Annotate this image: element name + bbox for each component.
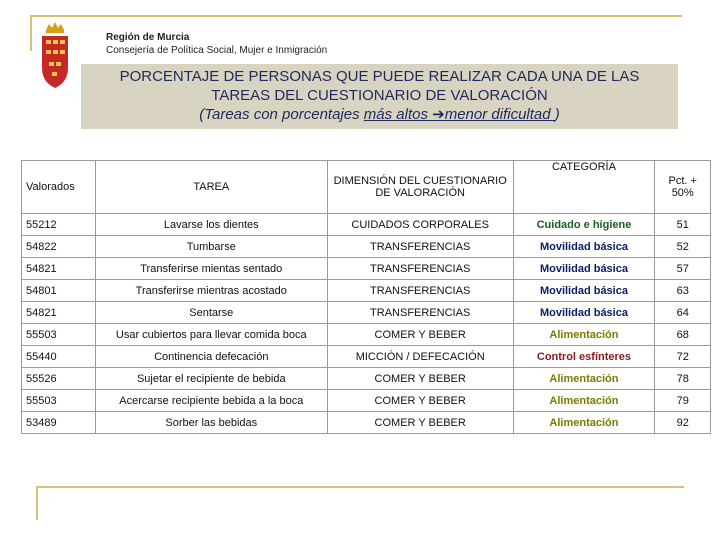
cell-categoria: Control esfínteres bbox=[513, 346, 655, 368]
cell-pct: 68 bbox=[655, 324, 711, 346]
header-valorados: Valorados bbox=[22, 161, 96, 214]
cell-valorados: 54821 bbox=[22, 302, 96, 324]
subtitle-open: (Tareas con porcentajes bbox=[199, 106, 364, 123]
table-row bbox=[22, 214, 711, 236]
banner-title-line-1: PORCENTAJE DE PERSONAS QUE PUEDE REALIZAR CADA UNA DE LAS bbox=[119, 68, 640, 85]
cell-dimension: COMER Y BEBER bbox=[327, 412, 513, 434]
subtitle-less: menor dificultad bbox=[444, 106, 555, 123]
table-row bbox=[22, 236, 711, 258]
cell-pct: 63 bbox=[655, 280, 711, 302]
cell-categoria: Movilidad básica bbox=[513, 258, 655, 280]
cell-valorados: 54822 bbox=[22, 236, 96, 258]
cell-pct: 51 bbox=[655, 214, 711, 236]
bottom-rule bbox=[36, 486, 684, 488]
cell-dimension: MICCIÓN / DEFECACIÓN bbox=[327, 346, 513, 368]
cell-categoria: Alimentación bbox=[513, 368, 655, 390]
cell-categoria: Alimentación bbox=[513, 412, 655, 434]
cell-dimension: COMER Y BEBER bbox=[327, 390, 513, 412]
cell-pct: 72 bbox=[655, 346, 711, 368]
cell-tarea: Acercarse recipiente bebida a la boca bbox=[95, 390, 327, 412]
table-row bbox=[22, 390, 711, 412]
cell-tarea: Sentarse bbox=[95, 302, 327, 324]
cell-valorados: 54821 bbox=[22, 258, 96, 280]
table-row bbox=[22, 302, 711, 324]
cell-categoria: Alimentación bbox=[513, 324, 655, 346]
table-row bbox=[22, 368, 711, 390]
table-row bbox=[22, 324, 711, 346]
department-name: Consejería de Política Social, Mujer e Inmigración bbox=[106, 45, 328, 56]
cell-valorados: 54801 bbox=[22, 280, 96, 302]
cell-valorados: 55526 bbox=[22, 368, 96, 390]
cell-dimension: CUIDADOS CORPORALES bbox=[327, 214, 513, 236]
region-name: Región de Murcia bbox=[106, 32, 190, 43]
cell-tarea: Usar cubiertos para llevar comida boca bbox=[95, 324, 327, 346]
subtitle-more: más altos bbox=[363, 106, 433, 123]
cell-categoria: Movilidad básica bbox=[513, 236, 655, 258]
cell-tarea: Lavarse los dientes bbox=[95, 214, 327, 236]
cell-dimension: TRANSFERENCIAS bbox=[327, 280, 513, 302]
cell-tarea: Tumbarse bbox=[95, 236, 327, 258]
table-row bbox=[22, 346, 711, 368]
cell-pct: 64 bbox=[655, 302, 711, 324]
bottom-rule-vertical bbox=[36, 486, 38, 520]
table-row bbox=[22, 280, 711, 302]
header-categoria: CATEGORÍA bbox=[513, 161, 655, 214]
header-dimension: DIMENSIÓN DEL CUESTIONARIO DE VALORACIÓN bbox=[327, 161, 513, 214]
table-row bbox=[22, 412, 711, 434]
cell-valorados: 55503 bbox=[22, 324, 96, 346]
top-rule bbox=[30, 15, 682, 17]
banner-subtitle bbox=[81, 105, 678, 124]
banner-title-line-2: TAREAS DEL CUESTIONARIO DE VALORACIÓN bbox=[211, 87, 548, 104]
cell-valorados: 55440 bbox=[22, 346, 96, 368]
header-tarea: TAREA bbox=[95, 161, 327, 214]
cell-tarea: Transferirse mientras acostado bbox=[95, 280, 327, 302]
cell-pct: 79 bbox=[655, 390, 711, 412]
cell-categoria: Movilidad básica bbox=[513, 302, 655, 324]
cell-tarea: Transferirse mientas sentado bbox=[95, 258, 327, 280]
subtitle-close: ) bbox=[554, 106, 560, 123]
cell-tarea: Continencia defecación bbox=[95, 346, 327, 368]
header-pct: Pct. + 50% bbox=[655, 161, 711, 214]
cell-tarea: Sujetar el recipiente de bebida bbox=[95, 368, 327, 390]
cell-dimension: COMER Y BEBER bbox=[327, 368, 513, 390]
cell-dimension: COMER Y BEBER bbox=[327, 324, 513, 346]
cell-pct: 52 bbox=[655, 236, 711, 258]
cell-valorados: 55212 bbox=[22, 214, 96, 236]
cell-pct: 92 bbox=[655, 412, 711, 434]
top-rule-vertical bbox=[30, 15, 32, 51]
cell-dimension: TRANSFERENCIAS bbox=[327, 302, 513, 324]
cell-tarea: Sorber las bebidas bbox=[95, 412, 327, 434]
header bbox=[106, 31, 327, 57]
cell-categoria: Movilidad básica bbox=[513, 280, 655, 302]
title-banner bbox=[81, 64, 678, 129]
tasks-table bbox=[21, 160, 711, 434]
table-row bbox=[22, 258, 711, 280]
arrow-right-icon: ➔ bbox=[432, 106, 445, 123]
cell-categoria: Alimentación bbox=[513, 390, 655, 412]
cell-dimension: TRANSFERENCIAS bbox=[327, 258, 513, 280]
cell-pct: 78 bbox=[655, 368, 711, 390]
cell-categoria: Cuidado e higiene bbox=[513, 214, 655, 236]
cell-valorados: 55503 bbox=[22, 390, 96, 412]
cell-dimension: TRANSFERENCIAS bbox=[327, 236, 513, 258]
cell-valorados: 53489 bbox=[22, 412, 96, 434]
region-crest-icon bbox=[38, 20, 72, 92]
cell-pct: 57 bbox=[655, 258, 711, 280]
table-header-row bbox=[22, 161, 711, 214]
